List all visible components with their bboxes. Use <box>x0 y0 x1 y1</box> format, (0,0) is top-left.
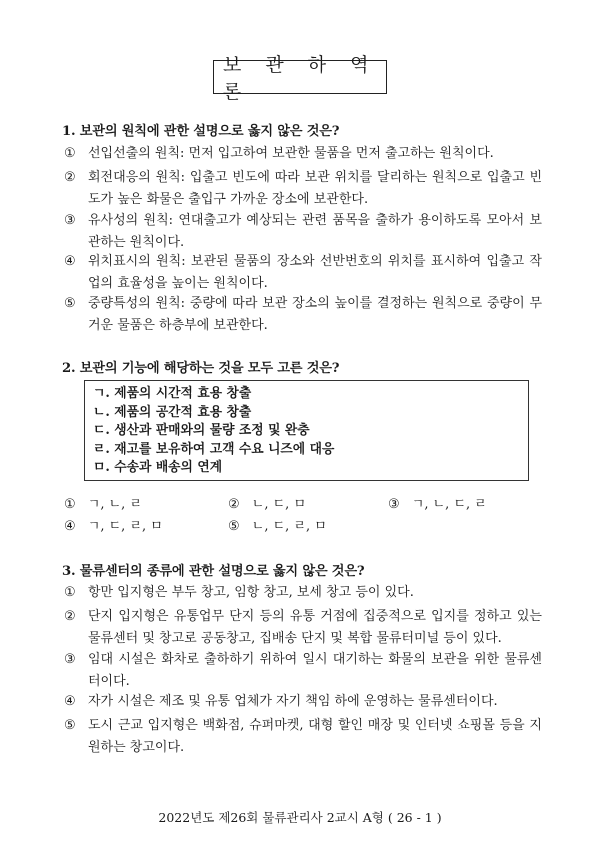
option-number: ⑤ <box>64 296 76 311</box>
question-1-stem: 1. 보관의 원칙에 관한 설명으로 옳지 않은 것은? <box>62 124 340 139</box>
question-3-option-4[interactable] <box>64 691 542 713</box>
option-text: 도시 근교 입지형은 백화점, 슈퍼마켓, 대형 할인 매장 및 인터넷 쇼핑몰 등을 지원하는 창고이다. <box>88 718 542 755</box>
choice-text: ㄱ, ㄷ, ㄹ, ㅁ <box>87 519 163 534</box>
question-3-option-2[interactable] <box>64 606 542 650</box>
choice-number: ③ <box>388 497 400 512</box>
question-1-option-2[interactable] <box>64 167 542 211</box>
option-number: ② <box>64 609 76 624</box>
page-footer: 2022년도 제26회 물류관리사 2교시 A형 ( 26 - 1 ) <box>158 810 442 825</box>
question-3-option-1[interactable] <box>64 582 542 604</box>
option-text: 항만 입지형은 부두 창고, 임항 창고, 보세 창고 등이 있다. <box>88 585 414 600</box>
option-text: 중량특성의 원칙: 중량에 따라 보관 장소의 높이를 결정하는 원칙으로 중량이 무거운 물품은 하층부에 보관한다. <box>88 296 542 333</box>
choice-text: ㄴ, ㄷ, ㅁ <box>251 497 307 512</box>
question-2-statement-box <box>84 380 529 481</box>
choice-text: ㄱ, ㄴ, ㄹ <box>87 497 143 512</box>
question-1-option-3[interactable] <box>64 210 542 254</box>
question-2-stem: 2. 보관의 기능에 해당하는 것을 모두 고른 것은? <box>62 361 340 376</box>
question-2-choice-4[interactable] <box>64 515 163 534</box>
option-number: ① <box>64 146 76 161</box>
statement-item: ㄱ. 제품의 시간적 효용 창출 <box>93 386 252 401</box>
option-text: 위치표시의 원칙: 보관된 물품의 장소와 선반번호의 위치를 표시하여 입출고 작업의 효율성을 높이는 원칙이다. <box>88 254 542 291</box>
statement-item: ㅁ. 수송과 배송의 연계 <box>93 460 223 475</box>
option-number: ② <box>64 170 76 185</box>
choice-number: ① <box>64 497 76 512</box>
question-2-choice-1[interactable] <box>64 493 142 512</box>
statement-item: ㄹ. 재고를 보유하여 고객 수요 니즈에 대응 <box>93 441 335 457</box>
question-1-option-5[interactable] <box>64 293 542 337</box>
choice-number: ② <box>228 497 240 512</box>
question-1-option-4[interactable] <box>64 251 542 295</box>
option-text: 유사성의 원칙: 연대출고가 예상되는 관련 품목을 출하가 용이하도록 모아서 보관하는 원칙이다. <box>88 213 542 250</box>
option-text: 선입선출의 원칙: 먼저 입고하여 보관한 물품을 먼저 출고하는 원칙이다. <box>88 146 494 161</box>
statement-item: ㄴ. 제품의 공간적 효용 창출 <box>93 404 252 420</box>
option-number: ① <box>64 585 76 600</box>
statement-item: ㄷ. 생산과 판매와의 물량 조정 및 완충 <box>93 423 310 438</box>
option-number: ④ <box>64 254 76 269</box>
question-2-choice-3[interactable] <box>388 493 487 512</box>
question-3-option-3[interactable] <box>64 649 542 693</box>
question-2-choice-5[interactable] <box>228 515 327 534</box>
option-number: ③ <box>64 652 76 667</box>
choice-number: ④ <box>64 519 76 534</box>
subject-title: 보 관 하 역 론 <box>223 54 378 103</box>
option-text: 단지 입지형은 유통업무 단지 등의 유통 거점에 집중적으로 입지를 정하고 있는 물류센터 및 창고로 공동창고, 집배송 단지 및 복합 물류터미널 등이 있다. <box>88 609 542 646</box>
subject-title-box <box>213 54 387 103</box>
question-1-option-1[interactable] <box>64 143 542 165</box>
question-2-choice-2[interactable] <box>228 493 306 512</box>
choice-number: ⑤ <box>228 519 240 534</box>
question-3-option-5[interactable] <box>64 715 542 759</box>
option-text: 임대 시설은 화차로 출하하기 위하여 일시 대기하는 화물의 보관을 위한 물류센터이다. <box>88 652 542 689</box>
option-number: ③ <box>64 213 76 228</box>
question-3-stem: 3. 물류센터의 종류에 관한 설명으로 옳지 않은 것은? <box>62 564 365 579</box>
choice-text: ㄴ, ㄷ, ㄹ, ㅁ <box>251 519 327 534</box>
option-text: 자가 시설은 제조 및 유통 업체가 자기 책임 하에 운영하는 물류센터이다. <box>88 694 498 709</box>
option-number: ⑤ <box>64 718 76 733</box>
option-text: 회전대응의 원칙: 입출고 빈도에 따라 보관 위치를 달리하는 원칙으로 입출고 빈도가 높은 화물은 출입구 가까운 장소에 보관한다. <box>88 170 542 207</box>
option-number: ④ <box>64 694 76 709</box>
choice-text: ㄱ, ㄴ, ㄷ, ㄹ <box>411 497 487 512</box>
